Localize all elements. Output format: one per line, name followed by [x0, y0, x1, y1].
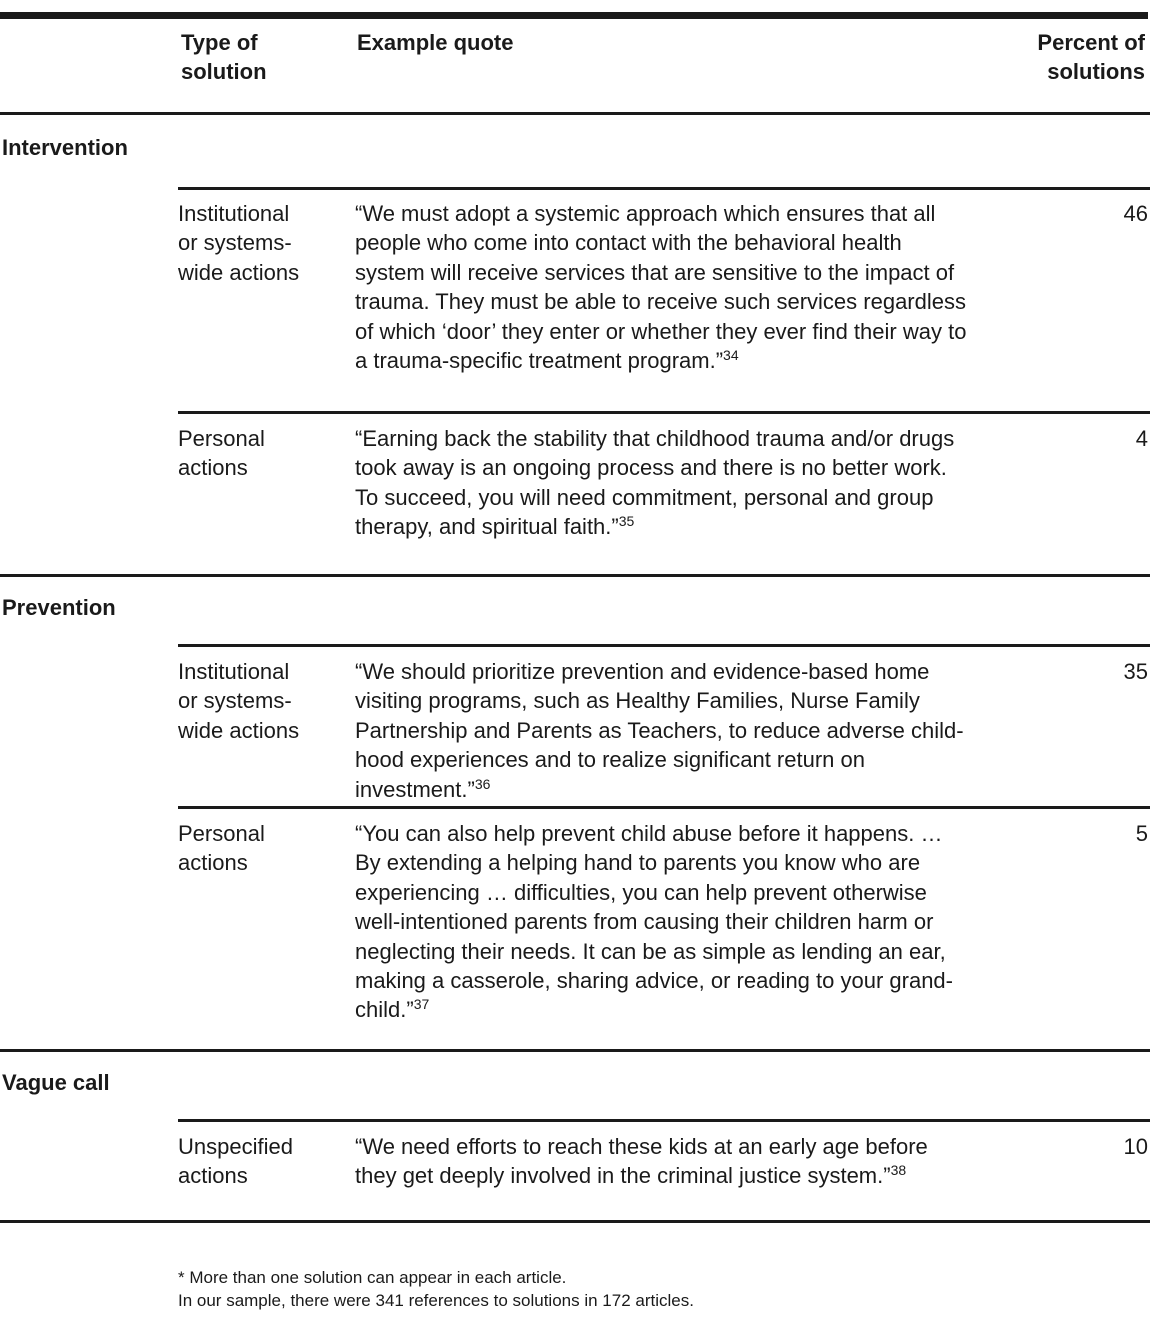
type-line: Personal [178, 821, 265, 846]
footnote-ref: 38 [890, 1162, 907, 1179]
header-type-line: Type of [181, 30, 258, 55]
quote-line: people who come into contact with the behavioral health [355, 230, 902, 256]
row-percent: 5 [1135, 821, 1148, 846]
row-type [178, 819, 265, 878]
quote-line: Partnership and Parents as Teachers, to reduce adverse child- [355, 717, 964, 743]
section-title-vague-call: Vague call [2, 1070, 110, 1095]
row-quote [355, 424, 954, 542]
type-line: Unspecified [178, 1134, 293, 1159]
quote-line [355, 1161, 928, 1190]
header-percent-line: solutions [1047, 59, 1145, 85]
type-line: actions [178, 850, 248, 876]
type-line: wide actions [178, 717, 300, 743]
type-line: or systems- [178, 688, 292, 714]
type-line: or systems- [178, 230, 292, 256]
quote-line: visiting programs, such as Healthy Families, Nurse Family [355, 688, 920, 714]
quote-line: “Earning back the stability that childhood trauma and/or drugs [355, 426, 955, 451]
footnotes [178, 1266, 694, 1312]
quote-line [355, 346, 966, 375]
top-thick-rule [0, 12, 1148, 19]
footnote-line: In our sample, there were 341 references to solutions in 172 articles. [178, 1291, 694, 1310]
quote-line: neglecting their needs. It can be as simple as lending an ear, [355, 938, 946, 964]
row-rule [178, 411, 1150, 414]
quote-line: experiencing … difficulties, you can help prevent otherwise [355, 879, 927, 905]
footnote-ref: 35 [618, 513, 635, 530]
header-rule [0, 112, 1150, 115]
quote-text: therapy, and spiritual faith.” [355, 514, 619, 540]
quote-line [355, 775, 964, 804]
quote-line: making a casserole, sharing advice, or reading to your grand- [355, 968, 953, 994]
row-percent: 10 [1123, 1134, 1148, 1159]
row-type [178, 657, 299, 745]
footnote-ref: 34 [723, 347, 739, 364]
header-percent-line: Percent of [1037, 30, 1145, 55]
row-type [178, 424, 265, 483]
type-line: actions [178, 1163, 248, 1189]
row-rule [178, 806, 1150, 809]
type-line: Institutional [178, 659, 290, 684]
quote-text: a trauma-specific treatment program.” [355, 348, 724, 374]
row-quote [355, 1132, 928, 1191]
row-percent: 35 [1123, 659, 1148, 684]
header-type-line: solution [181, 59, 267, 85]
row-rule [178, 644, 1150, 647]
quote-line [355, 512, 954, 541]
section-title-prevention: Prevention [2, 595, 116, 620]
quote-line: “We need efforts to reach these kids at an early age before [355, 1134, 928, 1159]
quote-line: “We should prioritize prevention and evidence-based home [355, 659, 930, 684]
row-quote [355, 819, 953, 1025]
row-rule [178, 1119, 1150, 1122]
type-line: Personal [178, 426, 265, 451]
type-line: wide actions [178, 259, 300, 285]
quote-line [355, 995, 953, 1024]
quote-line: system will receive services that are sensitive to the impact of [355, 259, 955, 285]
quote-text: they get deeply involved in the criminal justice system.” [355, 1163, 891, 1189]
row-quote [355, 657, 964, 804]
row-type [178, 1132, 293, 1191]
header-percent-of-solutions [1037, 28, 1145, 87]
quote-text: investment.” [355, 776, 475, 802]
quote-line: trauma. They must be able to receive such services regardless [355, 289, 966, 315]
quote-line: “We must adopt a systemic approach which ensures that all [355, 201, 936, 226]
section-rule [0, 574, 1150, 577]
type-line: actions [178, 455, 248, 481]
type-line: Institutional [178, 201, 290, 226]
section-title-intervention: Intervention [2, 135, 128, 160]
row-type [178, 199, 299, 287]
quote-line: To succeed, you will need commitment, personal and group [355, 484, 934, 510]
row-quote [355, 199, 966, 375]
quote-text: child.” [355, 997, 414, 1023]
header-type-of-solution [181, 28, 267, 87]
footnote-line: * More than one solution can appear in each article. [178, 1268, 567, 1287]
footnote-ref: 37 [413, 996, 430, 1013]
bottom-rule [0, 1220, 1150, 1223]
section-rule [0, 1049, 1150, 1052]
quote-line: “You can also help prevent child abuse before it happens. … [355, 821, 943, 846]
quote-line: By extending a helping hand to parents you know who are [355, 850, 921, 876]
quote-line: well-intentioned parents from causing their children harm or [355, 909, 934, 935]
quote-line: of which ‘door’ they enter or whether they ever find their way to [355, 318, 967, 344]
footnote-ref: 36 [474, 775, 491, 792]
header-example-quote: Example quote [357, 30, 514, 55]
row-percent: 4 [1135, 426, 1148, 451]
quote-line: took away is an ongoing process and there is no better work. [355, 455, 947, 481]
row-percent: 46 [1123, 201, 1148, 226]
row-rule [178, 187, 1150, 190]
quote-line: hood experiences and to realize significant return on [355, 747, 865, 773]
